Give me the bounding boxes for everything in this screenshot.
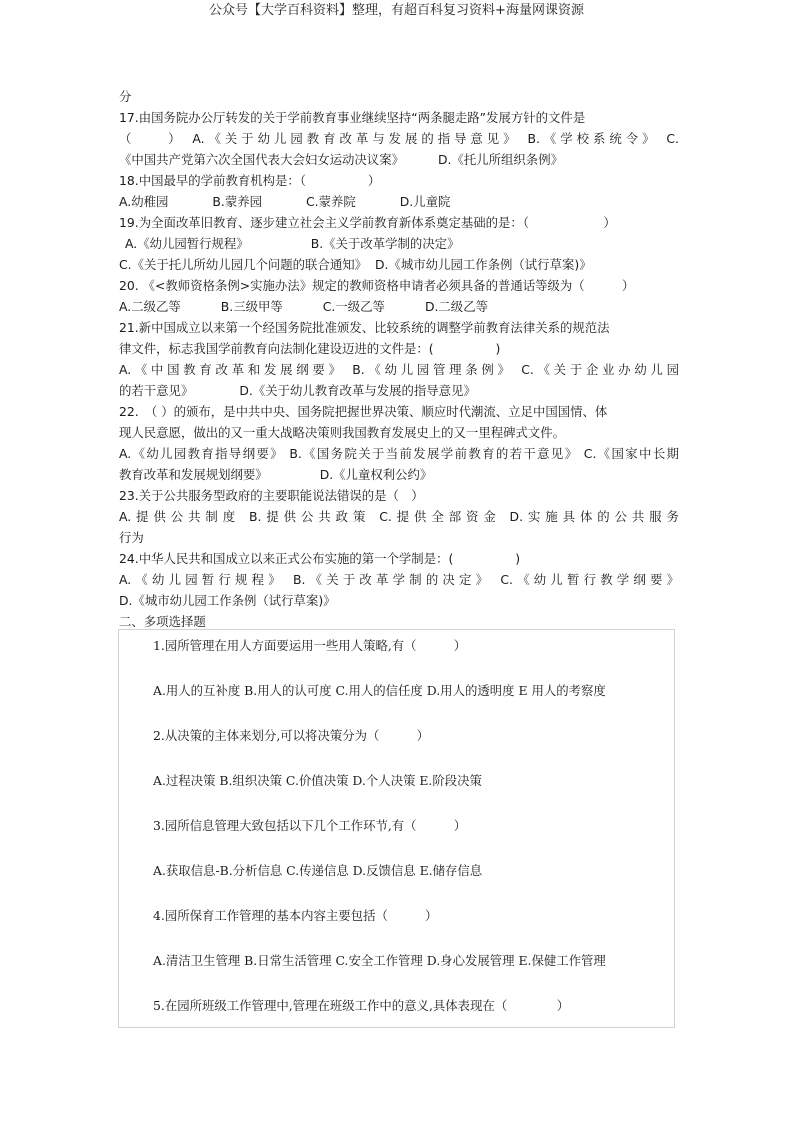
q21-options-line2 bbox=[119, 380, 679, 401]
carry-over-text: 分 bbox=[119, 89, 132, 104]
q17-option-c-label: C. bbox=[666, 131, 679, 146]
q19-stem: 19.为全面改革旧教育、逐步建立社会主义学前教育新体系奠定基础的是：（ ） bbox=[119, 215, 616, 230]
q21-option-d: D.《关于幼儿教育改革与发展的指导意见》 bbox=[239, 383, 476, 398]
q17-option-a: A.《关于幼儿园教育改革与发展的指导意见》 bbox=[192, 131, 520, 146]
multi-question-2: 2.从决策的主体来划分,可以将决策分为（ ） bbox=[153, 728, 429, 743]
q18-option-a: A.幼稚园 bbox=[119, 194, 169, 209]
q19-option-d: D.《城市幼儿园工作条例（试行草案)》 bbox=[375, 257, 592, 272]
q24-stem: 24.中华人民共和国成立以来正式公布实施的第一个学制是：( ) bbox=[119, 551, 521, 566]
q19-options-line1 bbox=[119, 233, 679, 254]
q18-option-d: D.儿童院 bbox=[399, 194, 451, 209]
q23-option-c: C.提供全部资金 bbox=[379, 509, 501, 524]
q22-option-a: A.《幼儿园教育指导纲要》 bbox=[119, 446, 284, 461]
q24-option-d: D.《城市幼儿园工作条例（试行草案)》 bbox=[119, 593, 336, 608]
q21-stem-line1: 21.新中国成立以来第一个经国务院批准颁发、比较系统的调整学前教育法律关系的规范法 bbox=[119, 320, 610, 335]
q18-options bbox=[119, 191, 679, 212]
q18-stem: 18.中国最早的学前教育机构是：（ ） bbox=[119, 173, 381, 188]
q23-option-d: D.实施具体的公共服务 bbox=[509, 509, 679, 524]
q22-stem-line2: 现人民意愿，做出的又一重大战略决策则我国教育发展史上的又一里程碑式文件。 bbox=[119, 425, 566, 440]
multi-options-3: A.获取信息-B.分析信息 C.传递信息 D.反馈信息 E.储存信息 bbox=[153, 863, 483, 878]
q24-options-line1 bbox=[119, 569, 679, 590]
q23-stem: 23.关于公共服务型政府的主要职能说法错误的是（ ） bbox=[119, 488, 424, 503]
q24-option-b: B.《关于改革学制的决定》 bbox=[292, 572, 493, 587]
multi-question-3: 3.园所信息管理大致包括以下几个工作环节,有（ ） bbox=[153, 818, 467, 833]
q21-option-a: A.《中国教育改革和发展纲要》 bbox=[119, 362, 345, 377]
q20-options bbox=[119, 296, 679, 317]
multiple-choice-box bbox=[118, 629, 675, 1028]
q22-option-d: D.《儿童权利公约》 bbox=[319, 467, 433, 482]
multi-options-1: A.用人的互补度 B.用人的认可度 C.用人的信任度 D.用人的透明度 E 用人的考察度 bbox=[153, 683, 606, 698]
q17-option-c: 《中国共产党第六次全国代表大会妇女运动决议案》 bbox=[119, 152, 404, 167]
q17-options-line1 bbox=[119, 128, 679, 149]
q19-option-c: C.《关于托儿所幼儿园几个问题的联合通知》 bbox=[119, 257, 368, 272]
q19-option-b: B.《关于改革学制的决定》 bbox=[310, 236, 460, 251]
q18-option-b: B.蒙养园 bbox=[212, 194, 262, 209]
multi-options-4: A.清洁卫生管理 B.日常生活管理 C.安全工作管理 D.身心发展管理 E.保健工作管理 bbox=[153, 953, 606, 968]
q17-option-b: B.《学校系统令》 bbox=[527, 131, 659, 146]
q20-option-d: D.二级乙等 bbox=[424, 299, 488, 314]
q24-option-a: A.《幼儿园暂行规程》 bbox=[119, 572, 285, 587]
q22-stem-line1: 22. （ ）的颁布，是中共中央、国务院把握世界决策、顺应时代潮流、立足中国国情、体 bbox=[119, 404, 608, 419]
q24-option-c: C.《幼儿暂行教学纲要》 bbox=[500, 572, 679, 587]
q22-option-b: B.《国务院关于当前发展学前教育的若干意见》 bbox=[289, 446, 579, 461]
page-header: 公众号【大学百科资料】整理，有超百科复习资料+海量网课资源 bbox=[209, 3, 584, 18]
multi-options-2: A.过程决策 B.组织决策 C.价值决策 D.个人决策 E.阶段决策 bbox=[153, 773, 482, 788]
q19-options-line2 bbox=[119, 254, 679, 275]
q23-options bbox=[119, 506, 679, 527]
q21-option-c-cont: 的若干意见》 bbox=[119, 383, 194, 398]
q22-option-c: C.《国家中长期 bbox=[583, 446, 679, 461]
q17-options-line2 bbox=[119, 149, 679, 170]
q23-option-d-cont: 行为 bbox=[119, 530, 144, 545]
multi-question-4: 4.园所保育工作管理的基本内容主要包括（ ） bbox=[153, 908, 438, 923]
q22-options-line1 bbox=[119, 443, 679, 464]
q17-option-d: D.《托儿所组织条例》 bbox=[437, 152, 563, 167]
section-title-multiple-choice: 二、多项选择题 bbox=[119, 614, 206, 629]
q17-paren: （ ） bbox=[119, 131, 185, 146]
q23-option-b: B.提供公共政策 bbox=[248, 509, 371, 524]
q21-options-line1 bbox=[119, 359, 679, 380]
q21-option-b: B.《幼儿园管理条例》 bbox=[352, 362, 514, 377]
q18-option-c: C.蒙养院 bbox=[306, 194, 356, 209]
q22-options-line2 bbox=[119, 464, 679, 485]
question-content bbox=[119, 86, 679, 632]
multi-question-1: 1.园所管理在用人方面要运用一些用人策略,有（ ） bbox=[153, 638, 467, 653]
multi-question-5: 5.在园所班级工作管理中,管理在班级工作中的意义,具体表现在（ ） bbox=[153, 998, 570, 1013]
q20-option-c: C.一级乙等 bbox=[322, 299, 385, 314]
q21-stem-line2: 律文件，标志我国学前教育向法制化建设迈进的文件是：( ) bbox=[119, 341, 501, 356]
q20-option-a: A.二级乙等 bbox=[119, 299, 181, 314]
q23-option-a: A.提供公共制度 bbox=[119, 509, 241, 524]
q22-option-c-cont: 教育改革和发展规划纲要》 bbox=[119, 467, 268, 482]
q20-option-b: B.三级甲等 bbox=[220, 299, 283, 314]
q17-stem: 17.由国务院办公厅转发的关于学前教育事业继续坚持“两条腿走路”发展方针的文件是 bbox=[119, 110, 586, 125]
q20-stem: 20. 《<教师资格条例>实施办法》规定的教师资格申请者必须具备的普通话等级为（ ） bbox=[119, 278, 635, 293]
q19-option-a: A.《幼儿园暂行规程》 bbox=[125, 236, 249, 251]
q21-option-c: C.《关于企业办幼儿园 bbox=[521, 362, 679, 377]
